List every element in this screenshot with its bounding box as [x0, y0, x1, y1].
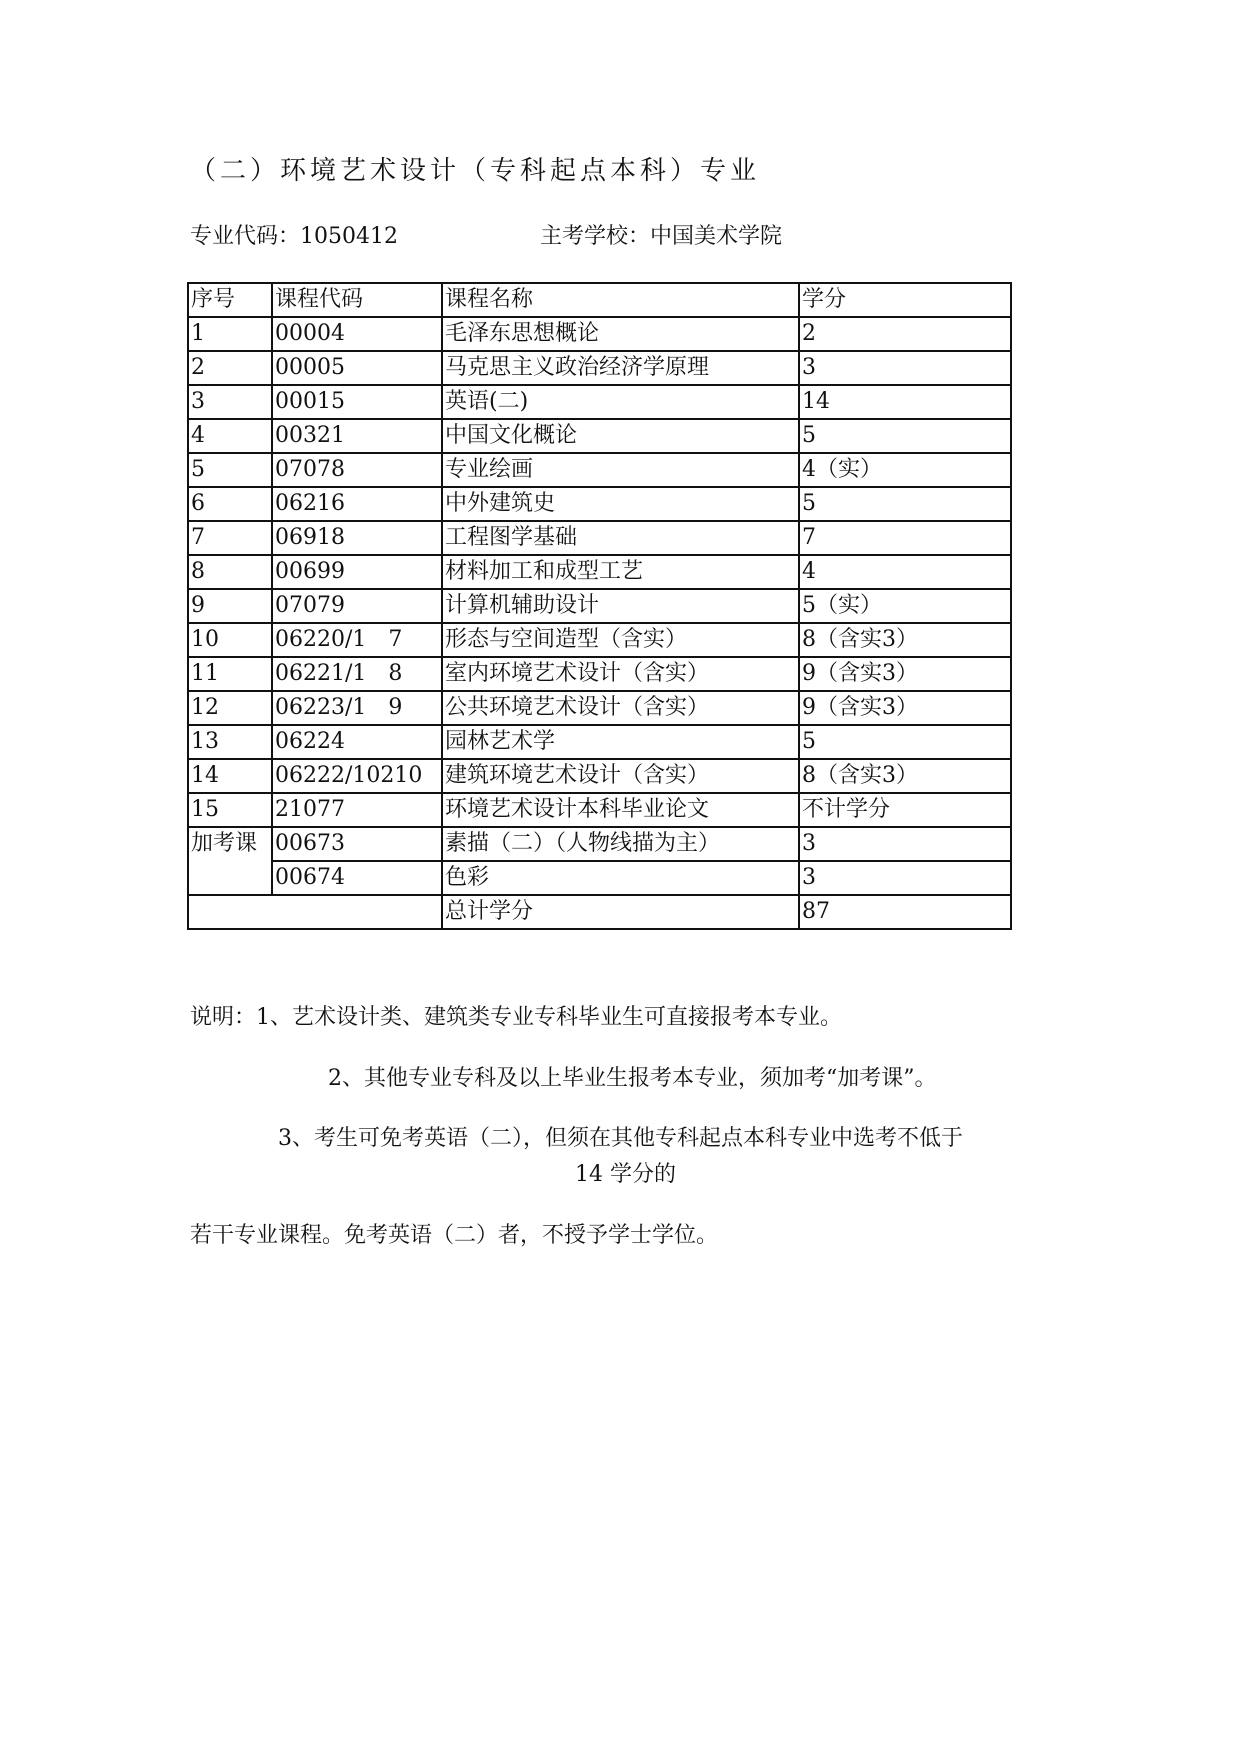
course-table [187, 282, 1012, 930]
credit-cell: 8（含实3） [799, 759, 1011, 793]
seq-cell: 6 [188, 487, 272, 521]
credit-cell: 3 [799, 861, 1011, 895]
seq-cell: 9 [188, 589, 272, 623]
code-cell: 06220/1 7 [272, 623, 442, 657]
credit-cell: 8（含实3） [799, 623, 1011, 657]
code-cell: 06216 [272, 487, 442, 521]
table-row-extra [188, 827, 1011, 861]
table-row [188, 555, 1011, 589]
table-row [188, 351, 1011, 385]
name-cell: 工程图学基础 [442, 521, 799, 555]
table-row-extra [188, 861, 1011, 895]
header-cell: 学分 [799, 283, 1011, 317]
table-row [188, 691, 1011, 725]
name-cell: 中外建筑史 [442, 487, 799, 521]
note-1: 说明：1、艺术设计类、建筑类专业专科毕业生可直接报考本专业。 [190, 1005, 842, 1030]
table-row [188, 589, 1011, 623]
name-cell: 园林艺术学 [442, 725, 799, 759]
total-blank-cell [188, 895, 442, 929]
seq-cell: 10 [188, 623, 272, 657]
seq-cell: 7 [188, 521, 272, 555]
credit-cell: 2 [799, 317, 1011, 351]
code-cell: 00015 [272, 385, 442, 419]
credit-cell: 4 [799, 555, 1011, 589]
course-table-body [188, 283, 1011, 929]
note-2: 2、其他专业专科及以上毕业生报考本专业，须加考“加考课”。 [328, 1066, 937, 1091]
table-row [188, 623, 1011, 657]
note-3-continued: 14 学分的 [575, 1162, 676, 1187]
seq-cell: 2 [188, 351, 272, 385]
credit-cell: 5 [799, 487, 1011, 521]
seq-cell: 5 [188, 453, 272, 487]
header-cell: 序号 [188, 283, 272, 317]
credit-cell: 5 [799, 725, 1011, 759]
seq-cell: 1 [188, 317, 272, 351]
header-cell: 课程名称 [442, 283, 799, 317]
code-cell: 06222/10210 [272, 759, 442, 793]
seq-cell: 4 [188, 419, 272, 453]
code-cell: 06221/1 8 [272, 657, 442, 691]
table-row [188, 453, 1011, 487]
credit-cell: 9（含实3） [799, 691, 1011, 725]
credit-cell: 4（实） [799, 453, 1011, 487]
table-row [188, 317, 1011, 351]
table-row [188, 793, 1011, 827]
name-cell: 室内环境艺术设计（含实） [442, 657, 799, 691]
code-cell: 00005 [272, 351, 442, 385]
credit-cell: 5 [799, 419, 1011, 453]
name-cell: 色彩 [442, 861, 799, 895]
name-cell: 材料加工和成型工艺 [442, 555, 799, 589]
header-cell: 课程代码 [272, 283, 442, 317]
seq-cell: 12 [188, 691, 272, 725]
credit-cell: 7 [799, 521, 1011, 555]
name-cell: 毛泽东思想概论 [442, 317, 799, 351]
code-cell: 00321 [272, 419, 442, 453]
table-row [188, 521, 1011, 555]
total-value-cell: 87 [799, 895, 1011, 929]
name-cell: 公共环境艺术设计（含实） [442, 691, 799, 725]
code-cell: 06224 [272, 725, 442, 759]
code-cell: 21077 [272, 793, 442, 827]
note-3: 3、考生可免考英语（二），但须在其他专科起点本科专业中选考不低于 [278, 1126, 963, 1151]
name-cell: 计算机辅助设计 [442, 589, 799, 623]
table-total-row [188, 895, 1011, 929]
seq-cell: 11 [188, 657, 272, 691]
table-row [188, 487, 1011, 521]
credit-cell: 3 [799, 351, 1011, 385]
code-cell: 07078 [272, 453, 442, 487]
code-cell: 06918 [272, 521, 442, 555]
name-cell: 建筑环境艺术设计（含实） [442, 759, 799, 793]
exam-school: 主考学校：中国美术学院 [540, 224, 783, 249]
major-code: 专业代码：1050412 [190, 224, 398, 249]
seq-cell: 14 [188, 759, 272, 793]
table-row [188, 657, 1011, 691]
credit-cell: 9（含实3） [799, 657, 1011, 691]
code-cell: 00673 [272, 827, 442, 861]
table-row [188, 419, 1011, 453]
table-row [188, 385, 1011, 419]
credit-cell: 5（实） [799, 589, 1011, 623]
name-cell: 素描（二）（人物线描为主） [442, 827, 799, 861]
code-cell: 00004 [272, 317, 442, 351]
name-cell: 马克思主义政治经济学原理 [442, 351, 799, 385]
code-cell: 00699 [272, 555, 442, 589]
name-cell: 中国文化概论 [442, 419, 799, 453]
credit-cell: 14 [799, 385, 1011, 419]
name-cell: 专业绘画 [442, 453, 799, 487]
table-header-row [188, 283, 1011, 317]
code-cell: 07079 [272, 589, 442, 623]
name-cell: 英语(二) [442, 385, 799, 419]
extra-label-cell: 加考课 [188, 827, 272, 895]
credit-cell: 3 [799, 827, 1011, 861]
seq-cell: 3 [188, 385, 272, 419]
total-label-cell: 总计学分 [442, 895, 799, 929]
code-cell: 00674 [272, 861, 442, 895]
note-4: 若干专业课程。免考英语（二）者，不授予学士学位。 [190, 1223, 719, 1248]
table-row [188, 759, 1011, 793]
credit-cell: 不计学分 [799, 793, 1011, 827]
table-row [188, 725, 1011, 759]
name-cell: 形态与空间造型（含实） [442, 623, 799, 657]
code-cell: 06223/1 9 [272, 691, 442, 725]
seq-cell: 8 [188, 555, 272, 589]
seq-cell: 15 [188, 793, 272, 827]
name-cell: 环境艺术设计本科毕业论文 [442, 793, 799, 827]
seq-cell: 13 [188, 725, 272, 759]
page-title: （二）环境艺术设计（专科起点本科）专业 [190, 156, 761, 186]
